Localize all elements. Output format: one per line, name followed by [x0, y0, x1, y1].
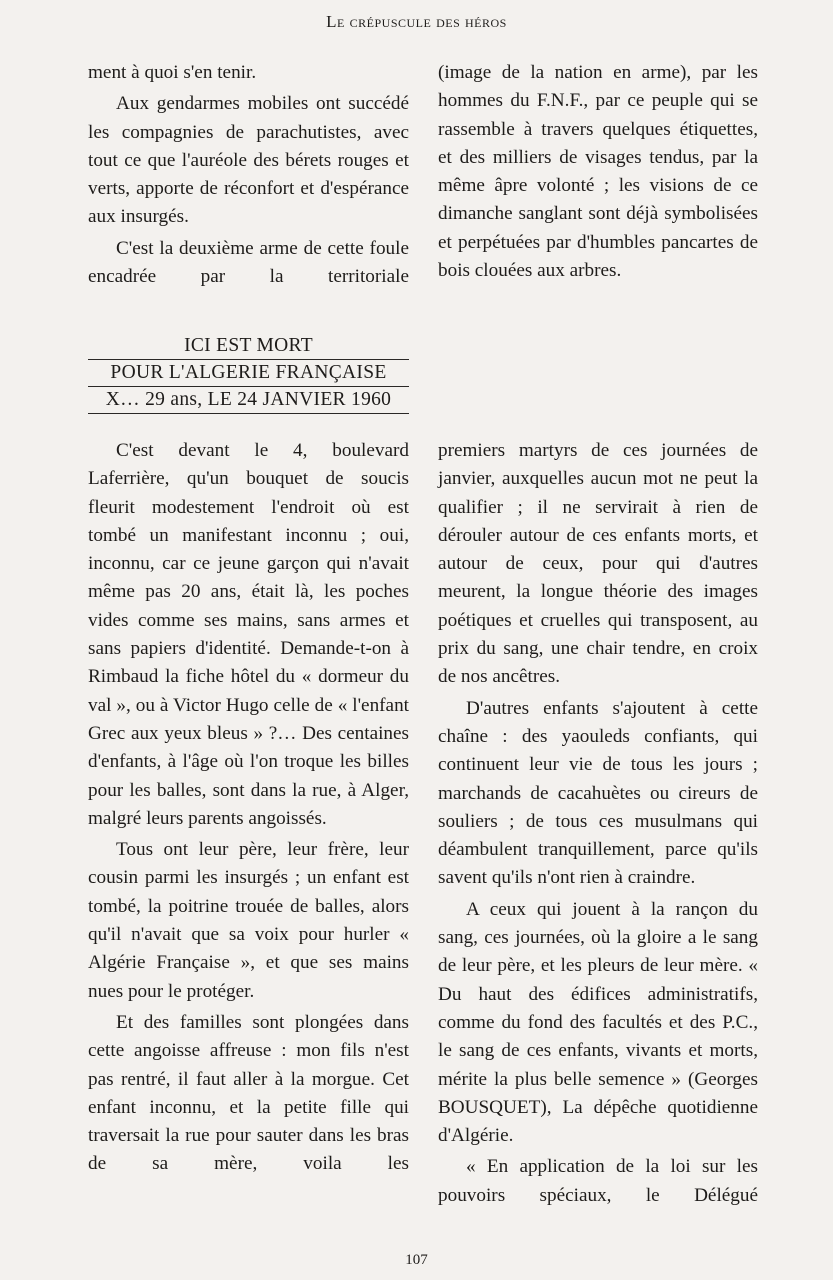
- paragraph: premiers martyrs de ces journées de janvier, auxquelles aucun mot ne peut la qualifier ; il ne servirait à rien de dérouler autour de ces enfants morts, et autour de ceux, pour qui d'autres meurent, la longue théorie des images poétiques et cruelles qui transposent, au prix du sang, une chair tendre, en croix de nos ancêtres.: [438, 440, 758, 688]
- paragraph: C'est la deuxième arme de cette foule encadrée par la territoriale: [88, 237, 409, 288]
- paragraph: « En application de la loi sur les pouvoirs spéciaux, le Délégué: [438, 1156, 758, 1206]
- column-bottom-left: [88, 437, 409, 1179]
- paragraph: Tous ont leur père, leur frère, leur cousin parmi les insurgés ; un enfant est tombé, la poitrine trouée de balles, alors qu'il n'avait que sa voix pour hurler « Algérie Française », et que ses mains nues pour le protéger.: [88, 839, 409, 1002]
- paragraph: (image de la nation en arme), par les hommes du F.N.F., par ce peuple qui se rassemble à travers quelques étiquettes, et des milliers de visages tendus, par la même âpre volonté ; les visions de ce dimanche sanglant sont déjà symbolisées et perpétuées par d'humbles pancartes de bois clouées aux arbres.: [438, 62, 758, 282]
- paragraph: Aux gendarmes mobiles ont succédé les compagnies de parachutistes, avec tout ce que l'auréole des bérets rouges et verts, apporte de réconfort et d'espérance aux insurgés.: [88, 93, 409, 228]
- memorial-plaque: [88, 333, 409, 414]
- paragraph: Et des familles sont plongées dans cette angoisse affreuse : mon fils n'est pas rentré, il faut aller à la morgue. Cet enfant inconnu, et la petite fille qui traversait la rue pour sauter dans les bras de sa mère, voila les: [88, 1011, 409, 1175]
- paragraph: ment à quoi s'en tenir.: [88, 62, 257, 83]
- column-top-left: [88, 59, 409, 291]
- paragraph: A ceux qui jouent à la rançon du sang, ces journées, où la gloire a le sang de leur père, et les pleurs de leur mère. « Du haut des édifices administratifs, comme du fond des facultés et des P.C., le sang de ces enfants, vivants et morts, mérite la plus belle semence » (Georges BOUSQUET), La dépêche quotidienne d'Algérie.: [438, 898, 758, 1147]
- running-header: Le crépuscule des héros: [326, 12, 507, 31]
- page-number: 107: [405, 1252, 428, 1268]
- plaque-line: X… 29 ans, LE 24 JANVIER 1960: [88, 387, 409, 414]
- column-top-right: [438, 59, 758, 285]
- paragraph: C'est devant le 4, boulevard Laferrière, qu'un bouquet de soucis fleurit modestement l'endroit où est tombé un manifestant inconnu ; oui, inconnu, car ce jeune garçon qui n'avait même pas 20 ans, était là, les poches vides comme ses mains, sans armes et sans papiers d'identité. Demande-t-on à Rimbaud la fiche hôtel du « dormeur du val », ou à Victor Hugo celle de « l'enfant Grec aux yeux bleus » ?… Des centaines d'enfants, à l'âge où l'on troque les billes pour les balles, sont dans la rue, à Alger, malgré leurs parents angoissés.: [88, 440, 409, 829]
- plaque-line: ICI EST MORT: [88, 333, 409, 360]
- paragraph: D'autres enfants s'ajoutent à cette chaîne : des yaouleds confiants, qui continuent leur vie de tous les jours ; marchands de cacahuètes ou cireurs de souliers ; de tous ces musulmans qui déambulent tranquillement, parce qu'ils savent qu'ils n'ont rien à craindre.: [438, 697, 758, 889]
- column-bottom-right: [438, 437, 758, 1210]
- plaque-line: POUR L'ALGERIE FRANÇAISE: [88, 360, 409, 387]
